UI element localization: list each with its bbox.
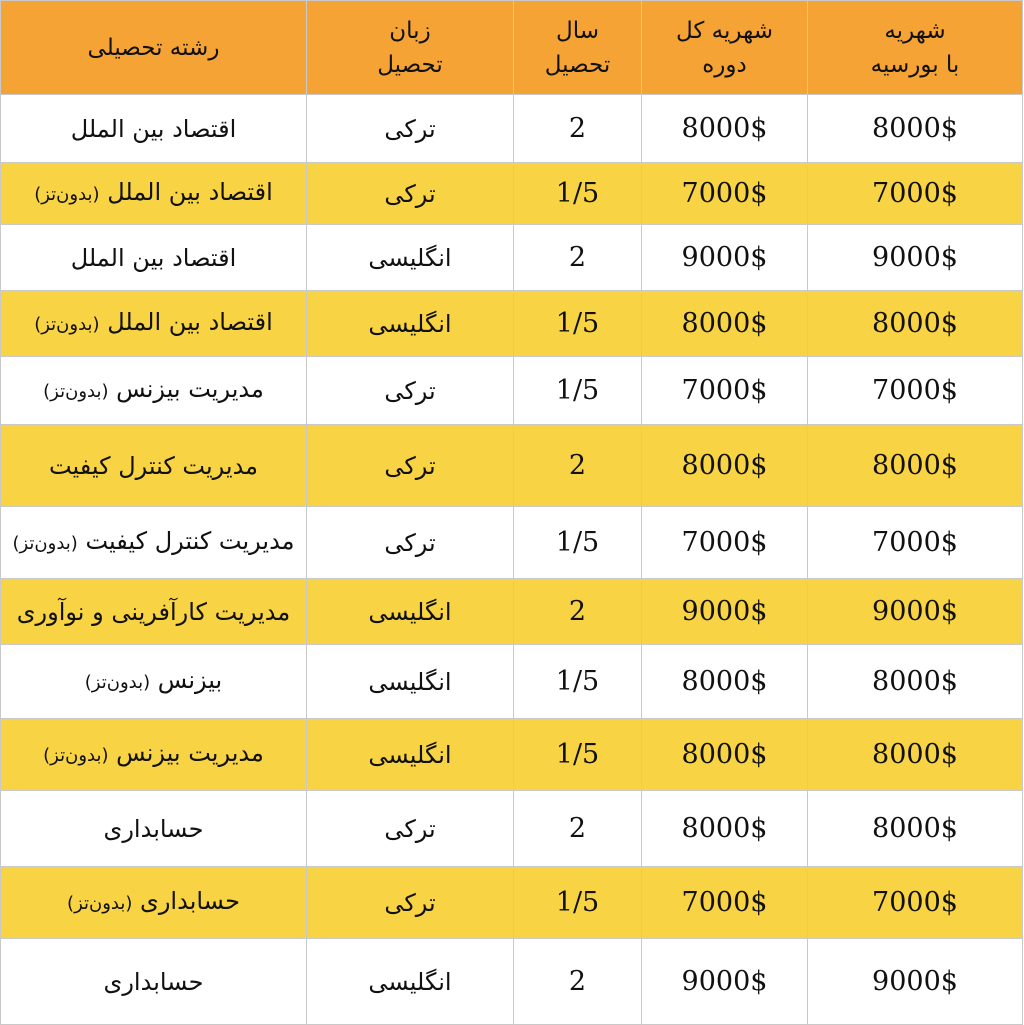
field-note: (بدون‌تز): [12, 533, 78, 554]
table-row: [1, 579, 1023, 645]
cell-total-fee: 8000$: [642, 791, 808, 867]
table-row: [1, 719, 1023, 791]
cell-language: انگلیسی: [307, 645, 514, 719]
field-name: بیزنس: [157, 666, 223, 694]
table-body: [1, 95, 1023, 1025]
cell-years: 2: [514, 95, 642, 163]
cell-total-fee: 8000$: [642, 95, 808, 163]
field-name: مدیریت بیزنس: [116, 739, 264, 767]
cell-years: 2: [514, 939, 642, 1025]
cell-years: 2: [514, 425, 642, 507]
cell-scholarship-fee: 8000$: [808, 425, 1023, 507]
cell-scholarship-fee: 7000$: [808, 507, 1023, 579]
cell-years: 1/5: [514, 507, 642, 579]
table-row: [1, 425, 1023, 507]
cell-field: [1, 867, 307, 939]
cell-total-fee: 9000$: [642, 579, 808, 645]
cell-field: [1, 163, 307, 225]
cell-total-fee: 8000$: [642, 291, 808, 357]
table-row: [1, 791, 1023, 867]
cell-scholarship-fee: 8000$: [808, 95, 1023, 163]
field-note: (بدون‌تز): [34, 184, 100, 205]
header-years: [514, 1, 642, 95]
cell-language: ترکی: [307, 357, 514, 425]
cell-years: 1/5: [514, 719, 642, 791]
field-name: حسابداری: [103, 814, 204, 843]
field-note: (بدون‌تز): [43, 745, 109, 766]
header-row: [1, 1, 1023, 95]
cell-years: 1/5: [514, 163, 642, 225]
cell-scholarship-fee: 7000$: [808, 867, 1023, 939]
cell-language: انگلیسی: [307, 225, 514, 291]
cell-language: ترکی: [307, 425, 514, 507]
cell-language: ترکی: [307, 95, 514, 163]
header-total-fee-line2: دوره: [702, 51, 747, 78]
cell-field: [1, 291, 307, 357]
field-name: اقتصاد بین الملل: [70, 243, 237, 272]
cell-field: [1, 95, 307, 163]
cell-scholarship-fee: 8000$: [808, 719, 1023, 791]
table-row: [1, 939, 1023, 1025]
cell-scholarship-fee: 7000$: [808, 163, 1023, 225]
cell-scholarship-fee: 9000$: [808, 579, 1023, 645]
cell-field: [1, 225, 307, 291]
cell-field: [1, 357, 307, 425]
header-scholarship-fee-line1: شهریه: [884, 17, 946, 44]
cell-language: انگلیسی: [307, 291, 514, 357]
table-row: [1, 507, 1023, 579]
field-name: مدیریت کنترل کیفیت: [48, 451, 259, 480]
table-row: [1, 867, 1023, 939]
cell-language: ترکی: [307, 867, 514, 939]
cell-years: 1/5: [514, 645, 642, 719]
cell-field: [1, 791, 307, 867]
cell-scholarship-fee: 8000$: [808, 291, 1023, 357]
cell-language: ترکی: [307, 791, 514, 867]
cell-field: [1, 579, 307, 645]
cell-field: [1, 425, 307, 507]
cell-total-fee: 7000$: [642, 163, 808, 225]
field-name: اقتصاد بین الملل: [107, 308, 273, 336]
field-name: مدیریت کنترل کیفیت: [85, 527, 295, 555]
field-name: اقتصاد بین الملل: [107, 178, 273, 206]
cell-language: ترکی: [307, 163, 514, 225]
header-scholarship-fee: [808, 1, 1023, 95]
cell-language: انگلیسی: [307, 719, 514, 791]
header-field: رشته تحصیلی: [1, 1, 307, 95]
field-note: (بدون‌تز): [34, 314, 100, 335]
header-years-line2: تحصیل: [544, 51, 611, 78]
header-years-line1: سال: [556, 17, 599, 44]
cell-years: 2: [514, 225, 642, 291]
field-note: (بدون‌تز): [43, 381, 109, 402]
cell-years: 2: [514, 579, 642, 645]
field-name: حسابداری: [140, 887, 240, 915]
cell-field: [1, 719, 307, 791]
cell-total-fee: 7000$: [642, 507, 808, 579]
cell-years: 2: [514, 791, 642, 867]
table-row: [1, 225, 1023, 291]
header-language-line2: تحصیل: [377, 51, 443, 78]
cell-language: انگلیسی: [307, 579, 514, 645]
cell-years: 1/5: [514, 357, 642, 425]
cell-total-fee: 8000$: [642, 425, 808, 507]
cell-total-fee: 9000$: [642, 939, 808, 1025]
table-row: [1, 95, 1023, 163]
cell-field: [1, 939, 307, 1025]
header-scholarship-fee-line2: با بورسیه: [870, 51, 960, 78]
cell-total-fee: 8000$: [642, 719, 808, 791]
field-name: مدیریت کارآفرینی و نوآوری: [16, 597, 291, 626]
cell-total-fee: 7000$: [642, 867, 808, 939]
table-row: [1, 163, 1023, 225]
cell-total-fee: 9000$: [642, 225, 808, 291]
cell-language: انگلیسی: [307, 939, 514, 1025]
cell-scholarship-fee: 8000$: [808, 791, 1023, 867]
cell-years: 1/5: [514, 867, 642, 939]
field-name: حسابداری: [103, 967, 204, 996]
field-name: اقتصاد بین الملل: [70, 114, 237, 143]
header-language: [307, 1, 514, 95]
cell-total-fee: 8000$: [642, 645, 808, 719]
table-row: [1, 645, 1023, 719]
cell-field: [1, 507, 307, 579]
table-row: [1, 357, 1023, 425]
cell-field: [1, 645, 307, 719]
cell-scholarship-fee: 8000$: [808, 645, 1023, 719]
cell-years: 1/5: [514, 291, 642, 357]
cell-scholarship-fee: 9000$: [808, 939, 1023, 1025]
header-total-fee-line1: شهریه کل: [676, 17, 773, 44]
cell-language: ترکی: [307, 507, 514, 579]
field-note: (بدون‌تز): [84, 672, 151, 693]
field-name: مدیریت بیزنس: [116, 375, 264, 403]
field-note: (بدون‌تز): [67, 893, 133, 914]
cell-total-fee: 7000$: [642, 357, 808, 425]
table-row: [1, 291, 1023, 357]
header-total-fee: [642, 1, 808, 95]
cell-scholarship-fee: 9000$: [808, 225, 1023, 291]
header-language-line1: زبان: [389, 17, 431, 44]
cell-scholarship-fee: 7000$: [808, 357, 1023, 425]
